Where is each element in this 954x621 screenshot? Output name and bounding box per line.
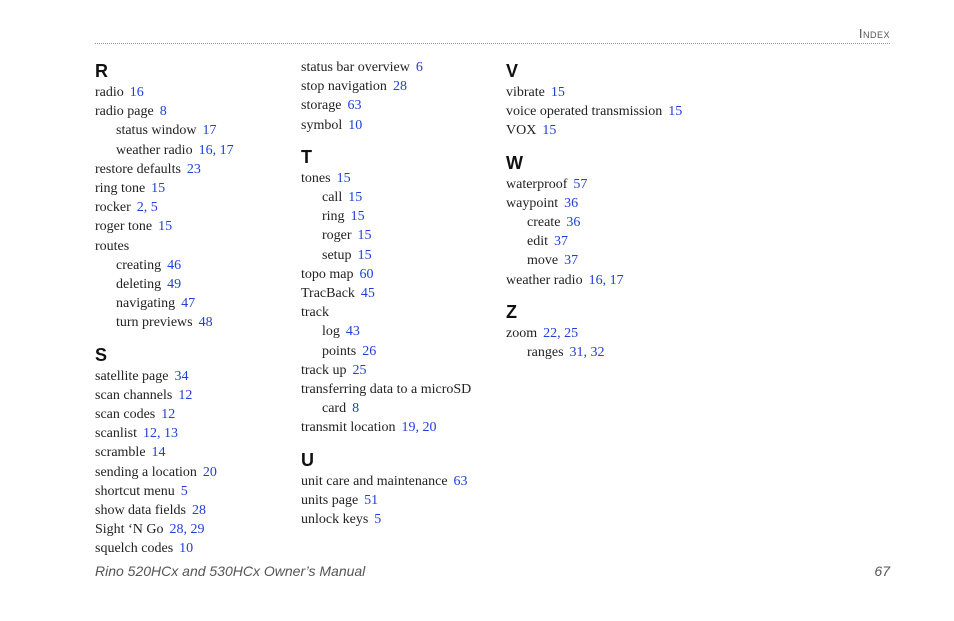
index-term: ranges [527,345,564,361]
index-term: create [527,215,561,231]
page-reference-link[interactable]: 47 [181,296,196,312]
index-subentry [506,232,706,251]
index-term: Sight ‘N Go [95,522,164,538]
page-reference-link[interactable]: 17 [202,123,217,139]
index-term: move [527,253,559,269]
index-term: status bar overview [301,60,410,75]
page-reference-link[interactable]: 22, 25 [543,325,579,341]
index-term: radio page [95,104,154,120]
index-entry [301,472,501,491]
index-term: units page [301,492,359,508]
index-term: storage [301,98,342,114]
index-term: stop navigation [301,79,387,95]
index-term: zoom [506,325,538,341]
index-term: call [322,190,343,206]
index-term: setup [322,247,352,263]
page-reference-link[interactable]: 6 [415,60,423,75]
index-term: vibrate [506,85,545,100]
index-term: card [322,401,347,417]
page-reference-link[interactable]: 28 [191,503,206,519]
index-term: routes [95,238,130,254]
page-reference-link[interactable]: 15 [542,123,557,139]
index-entry [95,102,295,121]
index-entry [301,510,501,529]
index-term: track up [301,362,347,378]
index-term: unit care and maintenance [301,473,448,489]
page-reference-link[interactable]: 36 [564,195,579,211]
page-reference-link[interactable]: 5 [180,483,188,499]
index-entry [95,443,295,462]
page-reference-link[interactable]: 63 [347,98,362,114]
index-entry [506,102,706,121]
index-term: radio [95,85,124,100]
index-subentry [301,342,501,361]
page-reference-link[interactable]: 5 [374,512,382,528]
index-term: scan codes [95,407,156,423]
page-reference-link[interactable]: 28, 29 [169,522,205,538]
page-reference-link[interactable]: 51 [364,492,379,508]
index-entry [95,463,295,482]
page-reference-link[interactable]: 60 [359,266,374,282]
page-reference-link[interactable]: 43 [345,324,360,340]
page-reference-link[interactable]: 20 [202,464,217,480]
index-entry [95,237,295,256]
page-reference-link[interactable]: 37 [554,234,568,250]
index-term: TracBack [301,286,355,302]
page-reference-link[interactable]: 15 [336,170,351,186]
page-reference-link[interactable]: 15 [550,85,565,100]
page-reference-link[interactable]: 12 [161,407,176,423]
page-reference-link[interactable]: 63 [453,473,468,489]
index-term: transmit location [301,420,396,436]
page-reference-link[interactable]: 28 [392,79,407,95]
page-reference-link[interactable]: 8 [352,401,360,417]
index-letter-heading: S [95,344,108,365]
index-subentry [506,251,706,270]
page-reference-link[interactable]: 46 [167,257,182,273]
page-reference-link[interactable]: 25 [352,362,367,378]
index-term: waypoint [506,195,559,211]
index-entry [301,303,501,322]
page-reference-link[interactable]: 31, 32 [569,345,605,361]
index-column-3 [506,58,706,362]
index-entry [95,367,295,386]
index-term: VOX [506,123,537,139]
page-reference-link[interactable]: 34 [174,368,189,384]
index-term: edit [527,234,548,250]
index-entry [506,83,706,102]
index-letter-heading: V [506,61,519,81]
footer-manual-title: Rino 520HCx and 530HCx Owner’s Manual [95,563,366,579]
index-term: voice operated transmission [506,104,663,120]
index-subentry [301,322,501,341]
index-entry [95,386,295,405]
index-entry [301,116,501,135]
index-entry [301,265,501,284]
page-reference-link[interactable]: 12 [178,387,193,403]
index-subentry [301,207,501,226]
index-entry [301,361,501,380]
index-term: scramble [95,445,146,461]
page-reference-link[interactable]: 19, 20 [401,420,437,436]
index-entry [506,194,706,213]
index-term: scanlist [95,426,137,442]
index-entry [95,405,295,424]
index-term: tones [301,170,331,186]
index-subentry [506,343,706,362]
page-reference-link[interactable]: 15 [348,190,363,206]
index-entry [95,520,295,539]
index-subentry [95,256,295,275]
index-entry [301,77,501,96]
index-term: points [322,343,357,359]
index-term: topo map [301,266,354,282]
page-reference-link[interactable]: 45 [360,286,375,302]
index-entry [95,539,295,558]
header-divider [95,43,890,44]
index-entry [95,83,295,102]
index-subentry [95,141,295,160]
page-reference-link[interactable]: 8 [159,104,167,120]
page-reference-link[interactable]: 36 [566,215,581,231]
page-reference-link[interactable]: 10 [348,117,363,133]
page-reference-link[interactable]: 15 [668,104,683,120]
page-reference-link[interactable]: 15 [357,228,372,244]
index-term: transferring data to a microSD [301,382,472,398]
index-letter-heading: T [301,146,312,167]
index-entry [301,380,501,399]
index-term: creating [116,257,162,273]
index-term: scan channels [95,387,173,403]
index-term: log [322,324,340,340]
index-term: weather radio [506,272,583,288]
footer-page-number: 67 [874,563,890,579]
index-term: navigating [116,296,176,312]
index-entry [95,179,295,198]
index-entry [301,284,501,303]
index-entry [95,217,295,236]
page-reference-link[interactable]: 48 [198,315,213,331]
index-entry [301,491,501,510]
index-entry [506,121,706,140]
index-subentry [301,399,501,418]
index-letter-heading: R [95,61,108,81]
page-reference-link[interactable]: 16, 17 [588,272,624,288]
page-reference-link[interactable]: 14 [151,445,166,461]
page-reference-link[interactable]: 23 [186,161,201,177]
index-term: shortcut menu [95,483,175,499]
section-header: Index [858,26,890,41]
index-subentry [506,213,706,232]
page-reference-link[interactable]: 15 [151,181,166,197]
index-entry [95,160,295,179]
index-entry [506,175,706,194]
page-reference-link[interactable]: 12, 13 [143,426,178,442]
index-entry [95,501,295,520]
page-reference-link[interactable]: 57 [573,176,588,192]
page-reference-link[interactable]: 26 [362,343,377,359]
index-entry [95,482,295,501]
index-term: satellite page [95,368,169,384]
index-term: weather radio [116,142,193,158]
index-term: track [301,305,329,321]
index-term: symbol [301,117,343,133]
page-reference-link[interactable]: 37 [564,253,579,269]
page-reference-link[interactable]: 49 [167,277,182,293]
index-subentry [95,294,295,313]
page-reference-link[interactable]: 16, 17 [198,142,234,158]
index-term: restore defaults [95,161,181,177]
index-term: turn previews [116,315,193,331]
page-reference-link[interactable]: 15 [350,209,365,225]
index-subentry [301,226,501,245]
index-subentry [301,246,501,265]
index-entry [95,424,295,443]
index-term: roger tone [95,219,153,235]
page-reference-link[interactable]: 2, 5 [136,200,158,216]
index-term: status window [116,123,197,139]
index-subentry [95,313,295,332]
index-entry [301,58,501,77]
page-reference-link[interactable]: 15 [357,247,372,263]
index-entry [301,169,501,188]
index-entry [506,324,706,343]
index-term: ring tone [95,181,146,197]
page-reference-link[interactable]: 16 [129,85,144,100]
index-term: show data fields [95,503,186,519]
index-column-2 [301,58,501,529]
index-term: rocker [95,200,131,216]
index-letter-heading: W [506,152,523,173]
index-entry [95,198,295,217]
index-term: deleting [116,277,162,293]
index-term: unlock keys [301,512,369,528]
index-entry [301,418,501,437]
index-term: ring [322,209,345,225]
index-term: sending a location [95,464,197,480]
index-term: roger [322,228,352,244]
index-entry [506,271,706,290]
index-subentry [301,188,501,207]
index-term: waterproof [506,176,568,192]
page-reference-link[interactable]: 15 [158,219,173,235]
index-letter-heading: Z [506,301,517,322]
index-column-1 [95,58,295,559]
index-letter-heading: U [301,449,314,470]
page-reference-link[interactable]: 10 [179,541,194,557]
index-entry [301,96,501,115]
index-subentry [95,121,295,140]
index-term: squelch codes [95,541,174,557]
index-subentry [95,275,295,294]
